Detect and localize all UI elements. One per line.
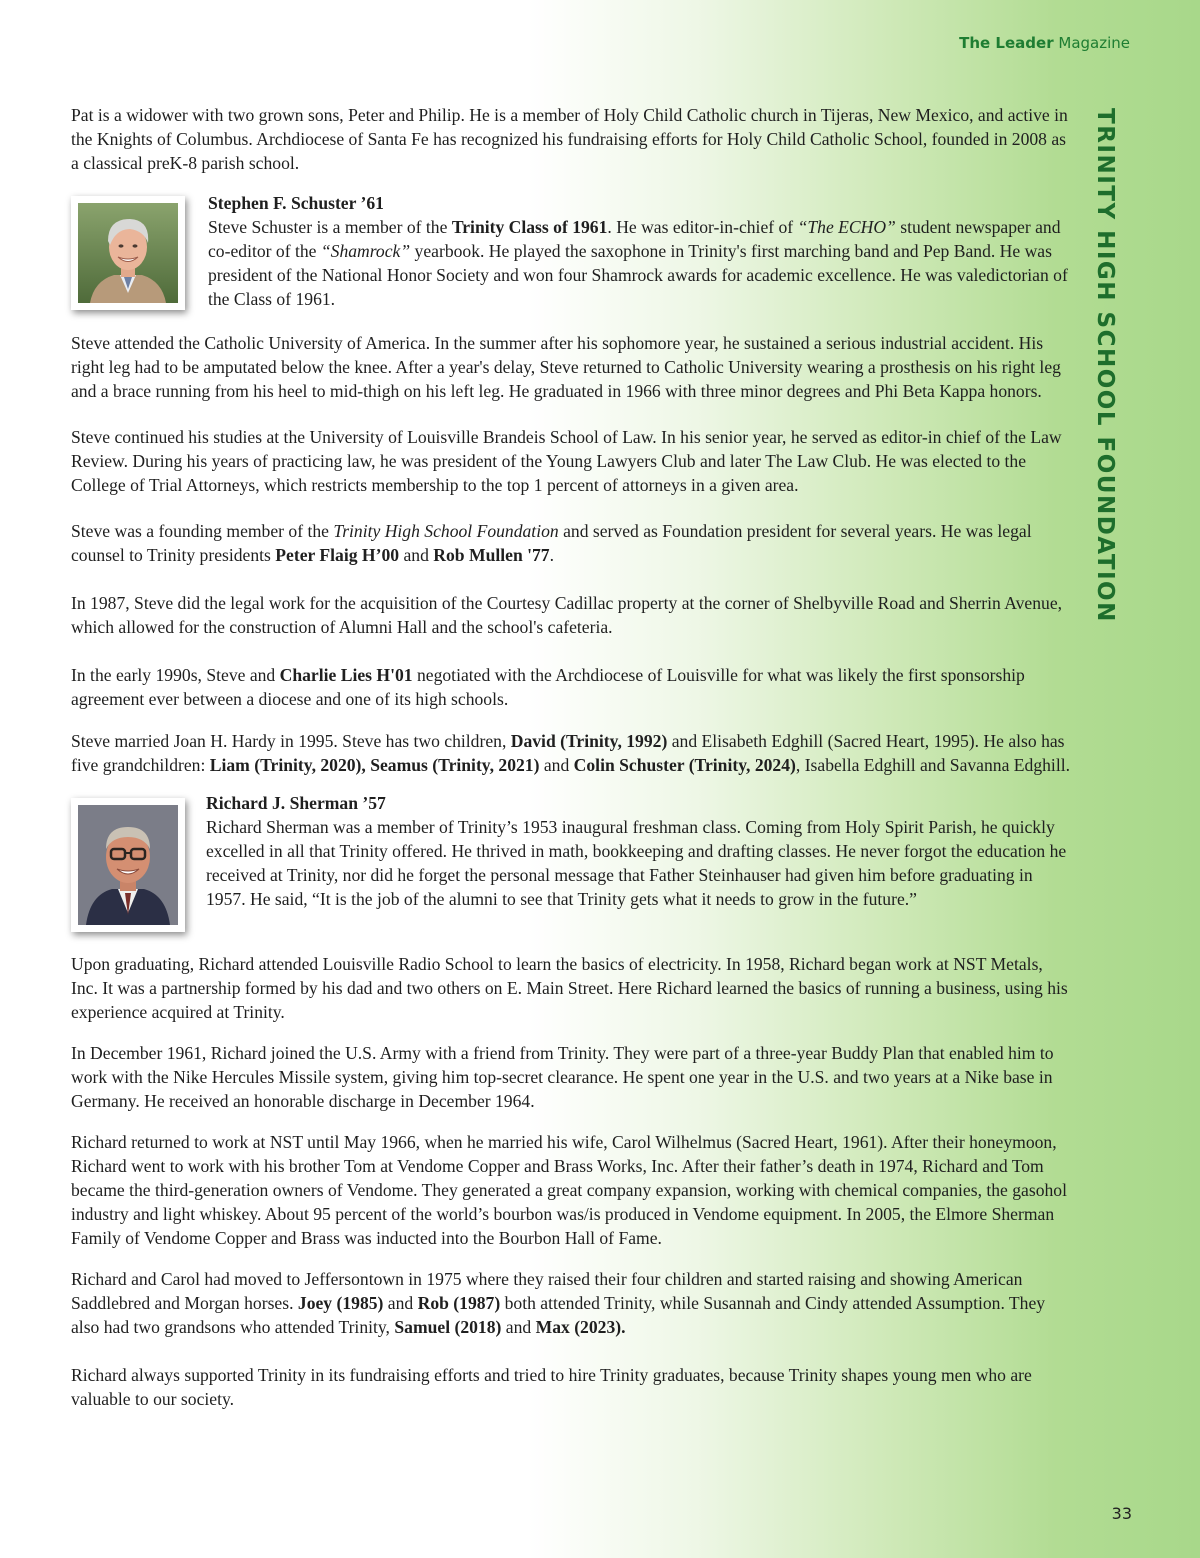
sherman-bio-block <box>206 791 1071 911</box>
sherman-paragraph-4: Richard and Carol had moved to Jeffersontown in 1975 where they raised their four children and started raising and showing American Saddlebred and Morgan horses. Joey (1985) and Rob (1987) both attended Trinity, while Susannah and Cindy attended Assumption. They also had two grandsons who attended Trinity, Samuel (2018) and Max (2023). <box>71 1269 1046 1337</box>
schuster-bio-paragraph: Steve Schuster is a member of the Trinity Class of 1961. He was editor-in-chief of “The ECHO” student newspaper and co-editor of the “Shamrock” yearbook. He played the saxophone in Trinity's first marching band and Pep Band. He was president of the National Honor Society and won four Shamrock awards for academic excellence. He was valedictorian of the Class of 1961. <box>208 217 1068 309</box>
schuster-paragraph-1: Steve attended the Catholic University of America. In the summer after his sophomore year, he sustained a serious industrial accident. His right leg had to be amputated below the knee. After a year's delay, Steve returned to Catholic University wearing a prosthesis on his right leg and a brace running from his heel to mid-thigh on his left leg. He graduated in 1966 with three minor degrees and Phi Beta Kappa honors. <box>71 333 1061 401</box>
schuster-bio-block <box>208 191 1071 311</box>
sherman-paragraph-5: Richard always supported Trinity in its fundraising efforts and tried to hire Trinity graduates, because Trinity shapes young men who are valuable to our society. <box>71 1365 1032 1409</box>
schuster-paragraph-4: In 1987, Steve did the legal work for the acquisition of the Courtesy Cadillac property at the corner of Shelbyville Road and Sherrin Avenue, which allowed for the construction of Alumni Hall and the school's cafeteria. <box>71 593 1063 637</box>
schuster-photo-frame <box>71 196 185 310</box>
profile-sherman <box>71 793 1071 932</box>
schuster-portrait-photo <box>78 203 178 303</box>
sherman-portrait-photo <box>78 805 178 925</box>
sherman-paragraph-3: Richard returned to work at NST until May 1966, when he married his wife, Carol Wilhelmus (Sacred Heart, 1961). After their honeymoon, Richard went to work with his brother Tom at Vendome Copper and Brass Works, Inc. After their father’s death in 1974, Richard and Tom became the third-generation owners of Vendome. They generated a great company expansion, working with chemical companies, the gasohol industry and light whiskey. About 95 percent of the world’s bourbon was/is produced in Vendome equipment. In 2005, the Elmore Sherman Family of Vendome Copper and Brass was inducted into the Bourbon Hall of Fame. <box>71 1132 1067 1248</box>
intro-paragraph: Pat is a widower with two grown sons, Peter and Philip. He is a member of Holy Child Catholic church in Tijeras, New Mexico, and active in the Knights of Columbus. Archdiocese of Santa Fe has recognized his fundraising efforts for Holy Child Catholic School, founded in 2008 as a classical preK-8 parish school. <box>71 105 1068 173</box>
schuster-paragraph-2: Steve continued his studies at the University of Louisville Brandeis School of Law. In his senior year, he served as editor-in chief of the Law Review. During his years of practicing law, he was president of the Young Lawyers Club and later The Law Club. He was elected to the College of Trial Attorneys, which restricts membership to the top 1 percent of attorneys in a given area. <box>71 427 1062 495</box>
sherman-photo-frame <box>71 798 185 932</box>
section-side-title: TRINITY HIGH SCHOOL FOUNDATION <box>1092 108 1118 623</box>
sherman-paragraph-1: Upon graduating, Richard attended Louisville Radio School to learn the basics of electricity. In 1958, Richard began work at NST Metals, Inc. It was a partnership formed by his dad and two others on E. Main Street. Here Richard learned the basics of running a business, using his experience acquired at Trinity. <box>71 954 1068 1022</box>
masthead-brand: The Leader <box>959 34 1054 52</box>
magazine-masthead <box>959 34 1130 52</box>
schuster-paragraph-5: In the early 1990s, Steve and Charlie Lies H'01 negotiated with the Archdiocese of Louisville for what was likely the first sponsorship agreement ever between a diocese and one of its high schools. <box>71 665 1025 709</box>
page-number: 33 <box>1111 1504 1132 1523</box>
profile-schuster <box>71 193 1071 311</box>
sherman-paragraph-2: In December 1961, Richard joined the U.S. Army with a friend from Trinity. They were part of a three-year Buddy Plan that enabled him to work with the Nike Hercules Missile system, giving him top-secret clearance. He spent one year in the U.S. and two years at a Nike base in Germany. He received an honorable discharge in December 1964. <box>71 1043 1054 1111</box>
sherman-name-heading: Richard J. Sherman ’57 <box>206 793 386 813</box>
schuster-paragraph-6: Steve married Joan H. Hardy in 1995. Steve has two children, David (Trinity, 1992) and Elisabeth Edghill (Sacred Heart, 1995). He also has five grandchildren: Liam (Trinity, 2020), Seamus (Trinity, 2021) and Colin Schuster (Trinity, 2024), Isabella Edghill and Savanna Edghill. <box>71 731 1070 775</box>
schuster-paragraph-3: Steve was a founding member of the Trinity High School Foundation and served as Foundation president for several years. He was legal counsel to Trinity presidents Peter Flaig H’00 and Rob Mullen '77. <box>71 521 1032 565</box>
sherman-bio-paragraph: Richard Sherman was a member of Trinity’s 1953 inaugural freshman class. Coming from Holy Spirit Parish, he quickly excelled in all that Trinity offered. He thrived in math, bookkeeping and drafting classes. He never forgot the education he received at Trinity, nor did he forget the personal message that Father Steinhauser had given him before graduating in 1957. He said, “It is the job of the alumni to see that Trinity gets what it needs to grow in the future.” <box>206 817 1067 909</box>
masthead-suffix: Magazine <box>1058 34 1130 52</box>
schuster-name-heading: Stephen F. Schuster ’61 <box>208 193 384 213</box>
article-body <box>71 103 1071 1411</box>
